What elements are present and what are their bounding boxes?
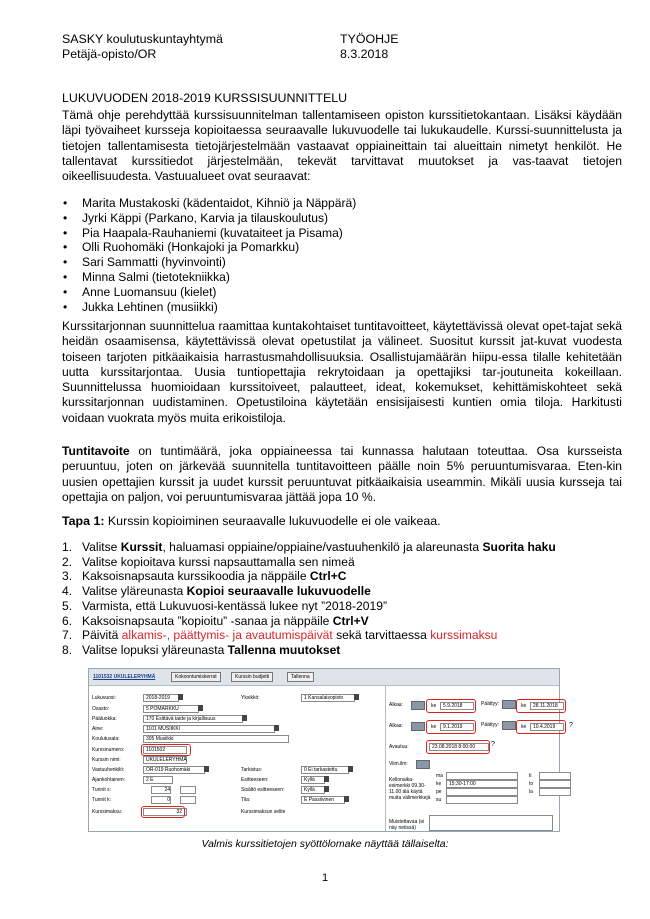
end-label: Päättyy: bbox=[481, 722, 500, 728]
step-text: Kaksoisnapsauta ”kopioitu” -sanaa ja näppäile bbox=[82, 613, 333, 628]
form-label: Vastuuhenkilö: bbox=[92, 767, 125, 773]
open-date-highlight bbox=[426, 740, 490, 754]
form-field[interactable]: Kyllä bbox=[301, 786, 325, 794]
planning-paragraph: Kurssitarjonnan suunnittelua raamittaa kuntakohtaiset tuntitavoitteet, käytettävissä olevat opet-tajat sekä heidän osaamisensa, käytettävissä olevat opetustilat ja välineet. Suositut kurssit jat-kuvat vuodesta toiseen tarjoten pitkäaikaisia harrastusmahdollisuuksia. Osallistujamäärän hiipu-essa tilalle kehitetään uutta kurssitarjontaa. Uusia tuntiopettajia rekrytoidaan ja opettajiksi tar-joutuneita kokeillaan. Suunnittelussa huomioidaan kurssitoiveet, palautteet, ideat, kokemukset, kehittämiskohteet sekä kurssitarjonnan uudistaminen. Opetustiloina käytetään ensisijaisesti kuntien omia tiloja. Harkitusti voidaan vuokrata myös muita erikoistiloja. bbox=[62, 319, 622, 425]
weekday-label: su bbox=[436, 797, 442, 803]
step-number: 1. bbox=[62, 540, 73, 554]
responsible-item: • Olli Ruohomäki (Honkajoki ja Pomarkku) bbox=[62, 240, 356, 255]
form-label: Aine: bbox=[92, 726, 104, 732]
weekday-prefix: ke bbox=[521, 724, 527, 730]
form-field[interactable]: OR-019 Ruohomäki bbox=[143, 766, 205, 774]
responsible-item: • Pia Haapala-Rauhaniemi (kuvataiteet ja Pisama) bbox=[62, 226, 356, 241]
start-date-field[interactable]: 9.1.2019 bbox=[440, 723, 474, 731]
responsible-item: • Marita Mustakoski (kädentaidot, Kihniö ja Näppärä) bbox=[62, 196, 356, 211]
help-icon[interactable]: ? bbox=[569, 722, 573, 729]
step-keyword: Tallenna muutokset bbox=[227, 642, 341, 657]
weekday-label: la bbox=[529, 789, 533, 795]
step-text: Kaksoisnapsauta kurssikoodia ja näppäile bbox=[82, 569, 310, 584]
step-text: , haluamasi oppiaine/oppiaine/vastuuhenkilö ja alareunasta bbox=[162, 540, 483, 554]
time-field[interactable] bbox=[539, 780, 571, 788]
course-number-highlight bbox=[141, 744, 191, 756]
doc-date: 8.3.2018 bbox=[340, 47, 389, 61]
form-label: Alkaa: bbox=[389, 702, 403, 708]
chevron-down-icon[interactable] bbox=[242, 715, 247, 721]
form-field[interactable]: 1101 MUSIIKKI bbox=[143, 725, 275, 733]
form-field[interactable]: 1 Kansalaisopisto bbox=[301, 694, 355, 702]
form-field[interactable]: 2018-2019 bbox=[143, 694, 179, 702]
form-label: Muistettavaa (ei näy netissä) bbox=[389, 819, 425, 831]
form-label: Osasto: bbox=[92, 706, 110, 712]
form-label: Tunnit k: bbox=[92, 797, 111, 803]
end-date-field[interactable]: 10.4.2019 bbox=[530, 723, 564, 731]
step-text: Valitse bbox=[82, 540, 121, 554]
form-label: Koulutusala: bbox=[92, 736, 120, 742]
calendar-icon[interactable] bbox=[502, 721, 516, 730]
form-field[interactable]: 0 Ei tarkastettu bbox=[301, 766, 349, 774]
step-item bbox=[62, 555, 556, 570]
weekday-label: ma bbox=[436, 773, 443, 779]
step-keyword: Suorita haku bbox=[482, 540, 556, 554]
weekday-label: ti bbox=[529, 773, 532, 779]
step-number: 5. bbox=[62, 598, 73, 613]
step-number: 7. bbox=[62, 628, 73, 643]
step-item bbox=[62, 569, 556, 584]
time-field[interactable] bbox=[446, 788, 518, 796]
responsible-item: • Jyrki Käppi (Parkano, Karvia ja tilauskoulutus) bbox=[62, 211, 356, 226]
form-label: Avautuu: bbox=[389, 744, 409, 750]
chevron-down-icon[interactable] bbox=[354, 694, 359, 700]
form-label: Ajankohtainen: bbox=[92, 777, 126, 783]
form-label: Yksikkö: bbox=[241, 695, 260, 701]
form-field[interactable]: 32 bbox=[143, 808, 187, 816]
form-field[interactable]: 170 Esittävä taide ja kirjallisuus bbox=[143, 715, 243, 723]
form-label: Alkaa: bbox=[389, 723, 403, 729]
save-button[interactable]: Tallenna bbox=[287, 672, 314, 682]
step-number: 6. bbox=[62, 613, 73, 628]
form-label: Tarkistus: bbox=[241, 767, 263, 773]
time-field[interactable] bbox=[446, 796, 518, 804]
end-label: Päättyy: bbox=[481, 701, 500, 707]
time-field[interactable] bbox=[539, 788, 571, 796]
step-text: Päivitä bbox=[82, 628, 122, 643]
responsible-item: • Anne Luomansuu (kielet) bbox=[62, 285, 356, 300]
org-name: SASKY koulutuskuntayhtymä bbox=[62, 32, 223, 46]
document-title: LUKUVUODEN 2018-2019 KURSSISUUNNITTELU bbox=[62, 91, 348, 105]
form-label: Kellonaika-esimerkki 09.30-11.00 älä käytä muita välimerkkejä bbox=[389, 777, 431, 801]
form-toolbar bbox=[89, 669, 559, 686]
step-text: sekä tarvittaessa bbox=[332, 628, 431, 643]
form-field[interactable]: 24 bbox=[151, 786, 171, 794]
page-number: 1 bbox=[321, 872, 329, 884]
step-text: Valitse yläreunasta bbox=[82, 584, 187, 599]
chevron-down-icon[interactable] bbox=[324, 776, 329, 782]
start-date-highlight bbox=[426, 720, 476, 734]
chevron-down-icon[interactable] bbox=[204, 766, 209, 772]
form-divider bbox=[385, 686, 386, 831]
target-paragraph bbox=[62, 444, 622, 505]
form-label: Tila: bbox=[241, 797, 251, 803]
step-number: 8. bbox=[62, 642, 73, 657]
help-icon[interactable]: ? bbox=[491, 741, 495, 748]
end-date-highlight bbox=[516, 699, 566, 713]
end-date-field[interactable]: 28.11.2018 bbox=[530, 702, 564, 710]
start-date-highlight bbox=[426, 699, 476, 713]
step-keyword: Kurssit bbox=[120, 540, 163, 554]
fee-highlight bbox=[141, 806, 185, 818]
end-date-highlight bbox=[516, 720, 566, 734]
weekday-label: to bbox=[529, 781, 534, 787]
step-item bbox=[62, 643, 556, 658]
calendar-icon[interactable] bbox=[411, 722, 425, 731]
doc-type: TYÖOHJE bbox=[340, 32, 399, 46]
step-number: 3. bbox=[62, 569, 73, 584]
intro-paragraph: Tämä ohje perehdyttää kurssisuunnitelman tallentamiseen opiston kurssitietokantaan. Lisäksi käydään läpi työvaiheet kursseja kopioitaessa seuraavalle lukuvuodelle tai lukukaudelle. Kurssi-suunnittelusta ja tietojen tallentamisesta tietojärjestelmään vastaavat oppiaineittain tai alueittain nimetyt henkilöt. He tallentavat kurssitiedot järjestelmään, tekevät tarvittavat muutokset ja vas-taavat tietojen oikeellisuudesta. Vastuualueet ovat seuraavat: bbox=[62, 108, 622, 184]
chevron-down-icon[interactable] bbox=[344, 796, 349, 802]
time-field[interactable] bbox=[446, 772, 518, 780]
responsible-item: • Sari Sammatti (hyvinvointi) bbox=[62, 255, 356, 270]
form-field[interactable]: UKULELERYHMÄ bbox=[143, 756, 187, 764]
weekday-prefix: ke bbox=[431, 724, 437, 730]
course-code-link[interactable]: 1101532 UKULELERYHMÄ bbox=[93, 674, 156, 680]
responsible-item: • Minna Salmi (tietotekniikka) bbox=[62, 270, 356, 285]
form-field[interactable]: Kyllä bbox=[301, 776, 325, 784]
form-field[interactable]: 2 E bbox=[143, 776, 173, 784]
step-item bbox=[62, 540, 556, 555]
start-date-field[interactable]: 5.9.2018 bbox=[440, 702, 474, 710]
form-label: Kurssinumero: bbox=[92, 747, 125, 753]
chevron-down-icon[interactable] bbox=[178, 694, 183, 700]
step-keyword: Ctrl+C bbox=[309, 569, 347, 584]
form-label: Kurssimaksun selite bbox=[241, 809, 286, 815]
method-label: Tapa 1: bbox=[62, 514, 105, 528]
form-field[interactable]: 5 POMARKKU bbox=[143, 705, 199, 713]
step-item bbox=[62, 584, 556, 599]
step-item bbox=[62, 614, 556, 629]
time-field[interactable] bbox=[539, 772, 571, 780]
step-number: 2. bbox=[62, 554, 73, 569]
weekday-prefix: ke bbox=[431, 703, 437, 709]
org-unit: Petäjä-opisto/OR bbox=[62, 47, 157, 61]
open-date-field[interactable]: 23.08.2018 8:00:00 bbox=[429, 743, 489, 751]
step-keyword: Kopioi seuraavalle lukuvuodelle bbox=[186, 584, 371, 599]
budget-button[interactable]: Kurssin budjetti bbox=[231, 672, 273, 682]
calendar-icon[interactable] bbox=[502, 700, 516, 709]
step-highlight: alkamis-, päättymis- ja avautumispäivät bbox=[121, 628, 333, 643]
weekday-label: pe bbox=[436, 789, 442, 795]
step-item bbox=[62, 628, 556, 643]
form-label: Pääluokka: bbox=[92, 716, 117, 722]
step-highlight: kurssimaksu bbox=[430, 628, 498, 643]
figure-caption: Valmis kurssitietojen syöttölomake näyttää tällaiselta: bbox=[201, 838, 449, 850]
form-label: Lukuvuosi: bbox=[92, 695, 116, 701]
step-number: 4. bbox=[62, 584, 73, 599]
form-label: Tunnit s: bbox=[92, 787, 111, 793]
target-term: Tuntitavoite bbox=[62, 444, 130, 458]
weekday-label: ke bbox=[436, 781, 442, 787]
form-label: Viim.ilm: bbox=[389, 761, 408, 767]
chevron-down-icon[interactable] bbox=[324, 786, 329, 792]
target-text: on tuntimäärä, joka oppiaineessa tai kunnassa halutaan toteuttaa. Osa kursseista peruuntuu, joten on järkevää suunnitella tuntitavoitteen päälle noin 5% peruuntumisvaraa. Eten-kin uusien opettajien kurssit ja uudet kurssit peruuntuvat pitkäaikaisia useammin. Mikäli uusia kursseja tai opettajia on paljon, voi peruuntumisvaraa jättää jopa 10 %. bbox=[62, 444, 622, 504]
step-keyword: Ctrl+V bbox=[332, 613, 369, 628]
form-field[interactable]: E Passiivinen bbox=[301, 796, 345, 804]
form-label: Kurssimaksu: bbox=[92, 809, 123, 815]
method-text: Kurssin kopioiminen seuraavalle lukuvuodelle ei ole vaikeaa. bbox=[104, 514, 441, 528]
steps-list bbox=[62, 540, 556, 658]
step-item bbox=[62, 599, 556, 614]
step-text: Valitse kopioitava kurssi napsauttamalla sen nimeä bbox=[82, 554, 355, 569]
calendar-icon[interactable] bbox=[411, 701, 425, 710]
responsible-item: • Jukka Lehtinen (musiikki) bbox=[62, 300, 356, 315]
chevron-down-icon[interactable] bbox=[274, 725, 279, 731]
chevron-down-icon[interactable] bbox=[348, 766, 353, 772]
form-field[interactable]: 1101502 bbox=[143, 746, 187, 754]
method-heading bbox=[62, 514, 622, 529]
form-label: Kurssin nimi: bbox=[92, 757, 121, 763]
step-text: Valitse lopuksi yläreunasta bbox=[82, 642, 228, 657]
responsibles-list bbox=[62, 196, 356, 314]
form-field[interactable]: 0 bbox=[151, 796, 171, 804]
form-label: Sisältö esitteeseen: bbox=[241, 787, 285, 793]
form-field[interactable]: 305 Musiikki bbox=[143, 735, 289, 743]
chevron-down-icon[interactable] bbox=[198, 705, 203, 711]
notes-field[interactable] bbox=[429, 815, 553, 831]
hours-secondary-field[interactable] bbox=[180, 786, 196, 794]
weekday-prefix: ke bbox=[521, 703, 527, 709]
form-label: Esitteeseen: bbox=[241, 777, 269, 783]
hours-secondary-field[interactable] bbox=[180, 796, 196, 804]
step-text: Varmista, että Lukuvuosi-kentässä lukee nyt ”2018-2019” bbox=[82, 598, 387, 613]
calendar-icon[interactable] bbox=[416, 760, 430, 769]
time-field[interactable]: 15:30-17:00 bbox=[446, 780, 518, 788]
form-screenshot bbox=[88, 668, 573, 832]
meetings-button[interactable]: Kokoontumiskerrat bbox=[171, 672, 221, 682]
